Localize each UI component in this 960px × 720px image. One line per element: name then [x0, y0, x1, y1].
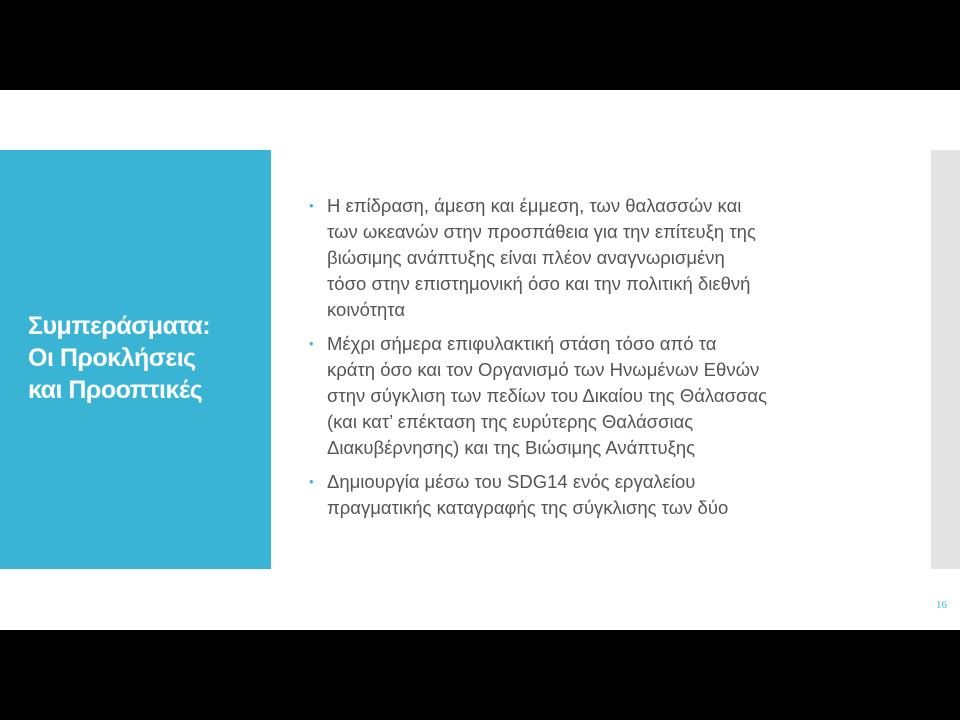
- bullet-marker: •: [309, 474, 314, 489]
- bullet-item: [304, 469, 904, 521]
- bullet-text-line: πραγματικής καταγραφής της σύγκλισης των δύο: [327, 497, 729, 518]
- bullet-text-line: Διακυβέρνησης) και της Βιώσιμης Ανάπτυξης: [327, 437, 696, 458]
- bullet-text-line: κοινότητα: [327, 299, 406, 320]
- slide-title-line: Συμπεράσματα:: [28, 312, 211, 340]
- letterbox-top: [0, 0, 960, 90]
- slide: [0, 90, 960, 630]
- bullet-item: [304, 193, 904, 323]
- right-accent-strip: [931, 150, 960, 569]
- slide-title: [28, 310, 264, 406]
- bullet-list: [304, 193, 904, 529]
- bullet-marker: •: [309, 336, 314, 351]
- bullet-text-line: Η επίδραση, άμεση και έμμεση, των θαλασσών και: [327, 195, 742, 216]
- title-panel: [0, 150, 271, 569]
- bullet-text-line: τόσο στην επιστημονική όσο και την πολιτική διεθνή: [327, 273, 751, 294]
- bullet-text-line: στην σύγκλιση των πεδίων του Δικαίου της Θάλασσας: [327, 385, 768, 406]
- bullet-text-line: βιώσιμης ανάπτυξης είναι πλέον αναγνωρισμένη: [327, 247, 725, 268]
- bullet-text-line: Μέχρι σήμερα επιφυλακτική στάση τόσο από τα: [327, 333, 717, 354]
- bullet-text-line: κράτη όσο και τον Οργανισμό των Ηνωμένων Εθνών: [327, 359, 760, 380]
- bullet-text-line: (και κατ’ επέκταση της ευρύτερης Θαλάσσιας: [327, 411, 694, 432]
- bullet-text-line: Δημιουργία μέσω του SDG14 ενός εργαλείου: [327, 471, 696, 492]
- slide-title-line: και Προοπτικές: [28, 376, 203, 404]
- page-number: 16: [936, 599, 947, 611]
- bullet-text-line: των ωκεανών στην προσπάθεια για την επίτευξη της: [327, 221, 756, 242]
- letterbox-bottom: [0, 630, 960, 720]
- bullet-marker: •: [309, 198, 314, 213]
- slide-title-line: Οι Προκλήσεις: [28, 344, 196, 372]
- bullet-item: [304, 331, 904, 461]
